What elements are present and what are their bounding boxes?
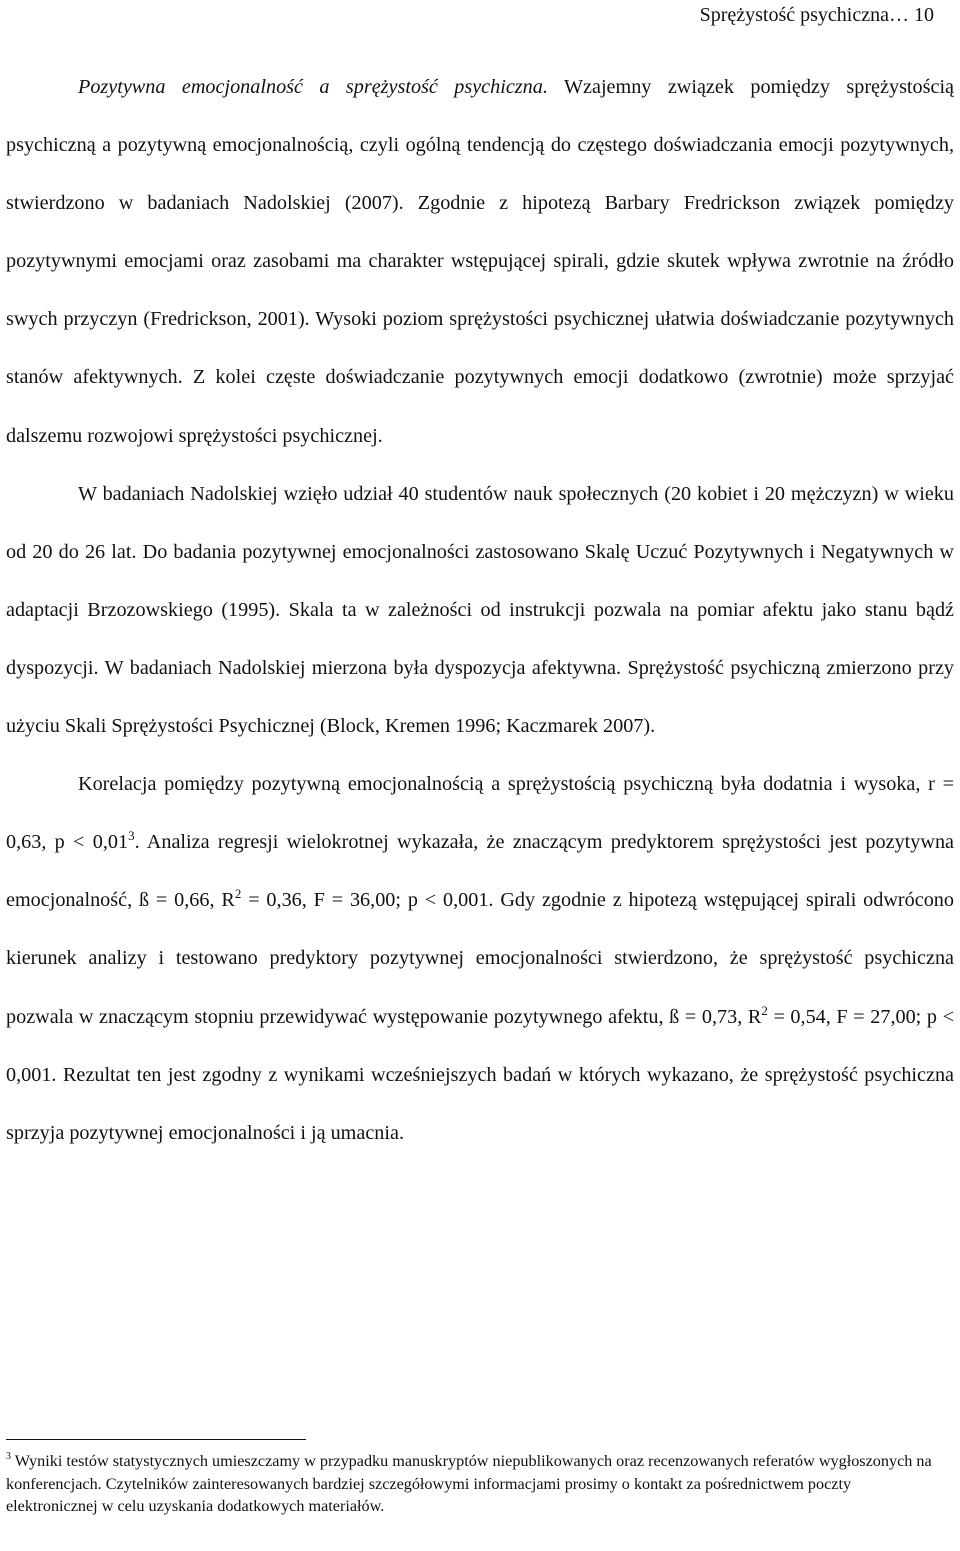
paragraph-1 — [6, 58, 954, 465]
running-title: Sprężystość psychiczna… — [699, 4, 909, 26]
footnote — [6, 1450, 936, 1518]
footnote-mark: 3 — [6, 1451, 11, 1462]
paragraph-3-part1: Korelacja pomiędzy pozytywną emocjonalnością a sprężystością psychiczną była dodatnia i wysoka, r = 0,63, p < 0,01 — [6, 773, 954, 854]
paragraph-lead: Pozytywna emocjonalność a sprężystość psychiczna. — [78, 76, 548, 98]
r-squared-exponent: 2 — [234, 886, 242, 902]
paragraph-3-part4: = 0,54, F = 27,00; p < 0,001. Rezultat ten jest zgodny z wynikami wcześniejszych badań w których wykazano, że sprężystość psychiczna sprzyja pozytywnej emocjonalności i ją umacnia. — [6, 1005, 954, 1144]
paragraph-2: W badaniach Nadolskiej wzięło udział 40 studentów nauk społecznych (20 kobiet i 20 mężczyzn) w wieku od 20 do 26 lat. Do badania pozytywnej emocjonalności zastosowano Skalę Uczuć Pozytywnych i Negatywnych w adaptacji Brzozowskiego (1995). Skala ta w zależności od instrukcji pozwala na pomiar afektu jako stanu bądź dyspozycji. W badaniach Nadolskiej mierzona była dyspozycja afektywna. Sprężystość psychiczną zmierzono przy użyciu Skali Sprężystości Psychicznej (Block, Kremen 1996; Kaczmarek 2007). — [6, 482, 954, 738]
footnote-separator — [6, 1439, 306, 1440]
paragraph-3-part3: = 0,36, F = 36,00; p < 0,001. Gdy zgodnie z hipotezą wstępującej spirali odwrócono kierunek analizy i testowano predyktory pozytywnej emocjonalności stwierdzono, że sprężystość psychiczna pozwala w znaczącym stopniu przewidywać występowanie pozytywnego afektu, ß = 0,73, R — [6, 889, 954, 1028]
running-header — [700, 2, 934, 28]
paragraph-1-text: Wzajemny związek pomiędzy sprężystością psychiczną a pozytywną emocjonalnością, czyli ogólną tendencją do częstego doświadczania emocji pozytywnych, stwierdzono w badaniach Nadolskiej (2007). Zgodnie z hipotezą Barbary Fredrickson związek pomiędzy pozytywnymi emocjami oraz zasobami ma charakter wstępującej spirali, gdzie skutek wpływa zwrotnie na źródło swych przyczyn (Fredrickson, 2001). Wysoki poziom sprężystości psychicznej ułatwia doświadczanie pozytywnych stanów afektywnych. Z kolei częste doświadczanie pozytywnych emocji dodatkowo (zwrotnie) może sprzyjać dalszemu rozwojowi sprężystości psychicznej. — [6, 76, 955, 447]
footnote-text: Wyniki testów statystycznych umieszczamy w przypadku manuskryptów niepublikowanych oraz recenzowanych referatów wygłoszonych na konferencjach. Czytelników zainteresowanych bardziej szczegółowymi informacjami prosimy o kontakt za pośrednictwem poczty elektronicznej w celu uzyskania dodatkowych materiałów. — [6, 1452, 932, 1515]
main-text — [6, 58, 954, 1162]
page-number: 10 — [914, 4, 934, 26]
paragraph-3 — [6, 755, 954, 1162]
footnote-reference: 3 — [128, 828, 135, 844]
paragraph-3-part2: . Analiza regresji wielokrotnej wykazała, że znaczącym predyktorem sprężystości jest pozytywna emocjonalność, ß = 0,66, R — [6, 831, 954, 912]
r-squared-exponent: 2 — [761, 1002, 768, 1018]
